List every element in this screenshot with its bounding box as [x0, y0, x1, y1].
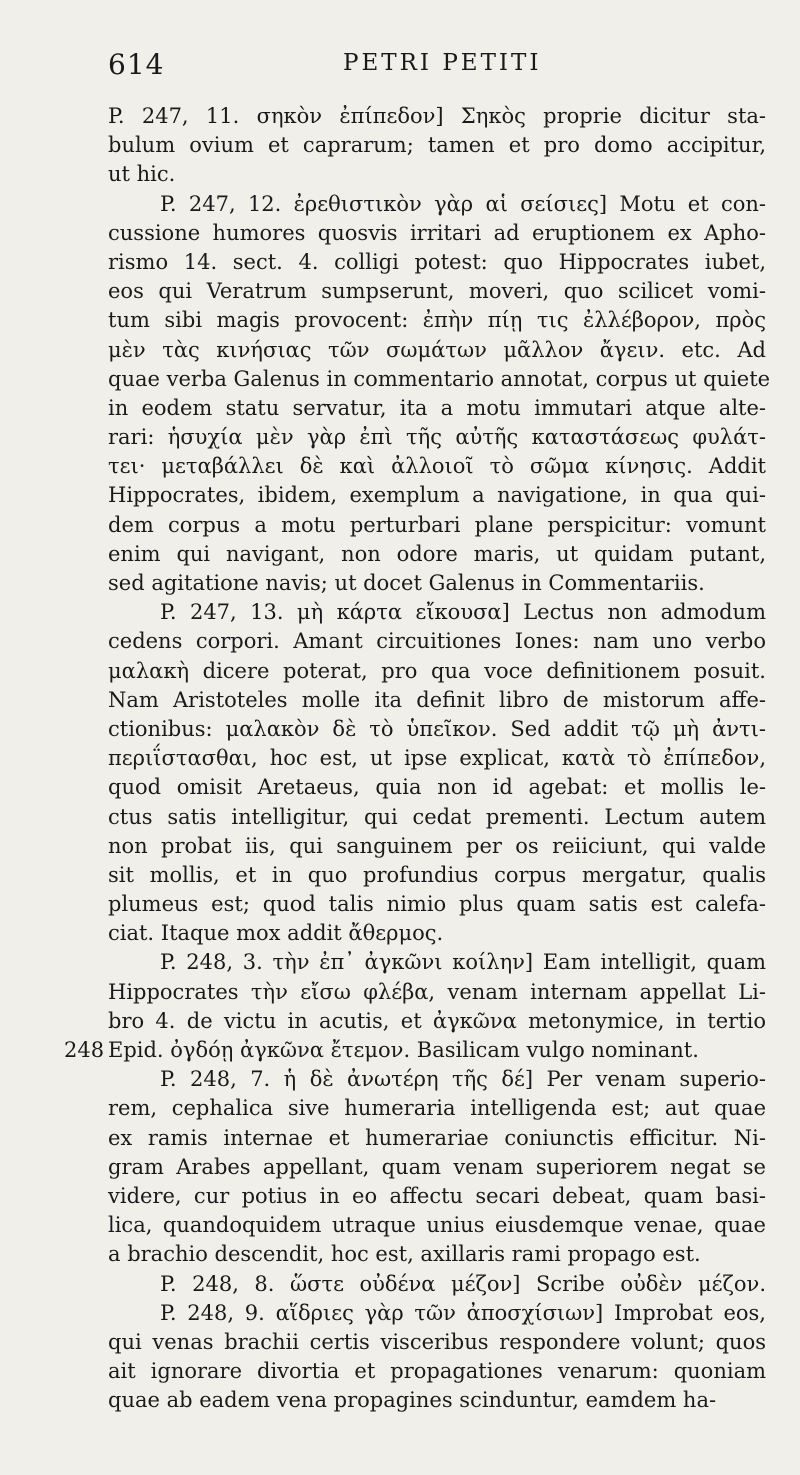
page-number: 614 [108, 48, 165, 81]
text-line: rem, cephalica sive humeraria intelligenda est; aut quae [108, 1096, 766, 1121]
text-line: tum sibi magis provocent: ἐπὴν πίῃ τις ἐλλέβορον, πρὸς [108, 308, 766, 333]
text-line: plumeus est; quod talis nimio plus quam satis est calefa- [108, 892, 766, 917]
page-header [108, 48, 770, 84]
text-line: a brachio descendit, hoc est, axillaris rami propago est. [108, 1242, 701, 1267]
text-line: ait ignorare divortia et propagationes venarum: quoniam [108, 1359, 766, 1384]
text-line: bulum ovium et caprarum; tamen et pro domo accipitur, [108, 133, 766, 158]
text-line: P. 247, 11. σηκὸν ἐπίπεδον] Σηκὸς proprie dicitur sta- [108, 104, 766, 128]
text-line: non probat iis, qui sanguinem per os reiiciunt, qui valde [108, 833, 766, 858]
text-line: ciat. Itaque mox addit ἄθερμος. [108, 921, 444, 946]
text-line: videre, cur potius in eo affectu secari debeat, quam basi- [108, 1183, 766, 1208]
text-line: μὲν τὰς κινήσιας τῶν σωμάτων μᾶλλον ἄγειν. etc. Ad [108, 337, 766, 362]
text-line: μαλακὴ dicere poterat, pro qua voce definitionem posuit. [108, 658, 766, 683]
text-line: rismo 14. sect. 4. colligi potest: quo Hippocrates iubet, [108, 249, 766, 274]
body-text [108, 102, 771, 1415]
running-head: PETRI PETITI [343, 50, 542, 76]
text-line: quae verba Galenus in commentario annotat, corpus ut quiete [108, 366, 771, 391]
text-line: P. 248, 3. τὴν ἐπ᾽ ἀγκῶνι κοίλην] Eam intelligit, quam [160, 950, 766, 975]
text-line: in eodem statu servatur, ita a motu immutari atque alte- [108, 395, 766, 420]
text-line: bro 4. de victu in acutis, et ἀγκῶνα metonymice, in tertio [108, 1008, 766, 1033]
text-line: qui venas brachii certis visceribus respondere volunt; quos [108, 1329, 766, 1354]
text-line: Nam Aristoteles molle ita definit libro de mistorum affe- [108, 687, 766, 712]
margin-note-page-reference: 248 [64, 1038, 105, 1063]
text-line: sit mollis, et in quo profundius corpus mergatur, qualis [108, 862, 766, 887]
text-line: P. 248, 7. ἡ δὲ ἀνωτέρη τῆς δέ] Per venam superio- [160, 1067, 766, 1092]
text-line: P. 248, 8. ὥστε οὐδένα μέζον] Scribe οὐδὲν μέζον. [160, 1271, 766, 1296]
text-line: dem corpus a motu perturbari plane perspicitur: vomunt [108, 512, 766, 537]
text-line: ctionibus: μαλακὸν δὲ τὸ ὑπεῖκον. Sed addit τῷ μὴ ἀντι- [108, 716, 766, 741]
text-line: gram Arabes appellant, quam venam superiorem negat se [108, 1154, 766, 1179]
text-line: ut hic. [108, 162, 176, 187]
text-line: περιΐστασθαι, hoc est, ut ipse explicat, κατὰ τὸ ἐπίπεδον, [108, 746, 766, 771]
text-line: cussione humores quosvis irritari ad eruptionem ex Apho- [108, 220, 766, 245]
text-line: eos qui Veratrum sumpserunt, moveri, quo scilicet vomi- [108, 279, 766, 304]
text-line: rari: ἡσυχία μὲν γὰρ ἐπὶ τῆς αὐτῆς καταστάσεως φυλάτ- [108, 425, 766, 450]
text-line: lica, quandoquidem utraque unius eiusdemque venae, quae [108, 1213, 766, 1238]
text-line: Hippocrates τὴν εἴσω φλέβα, venam internam appellat Li- [108, 979, 766, 1004]
text-line: quod omisit Aretaeus, quia non id agebat: et mollis le- [108, 775, 766, 800]
text-line: P. 247, 13. μὴ κάρτα εἴκουσα] Lectus non admodum [160, 600, 766, 625]
text-line: quae ab eadem vena propagines scinduntur, eamdem ha- [108, 1388, 717, 1413]
text-line: enim qui navigant, non odore maris, ut quidam putant, [108, 541, 766, 566]
text-line: P. 248, 9. αἵδριες γὰρ τῶν ἀποσχίσιων] Improbat eos, [160, 1300, 766, 1325]
text-line: ctus satis intelligitur, qui cedat prementi. Lectum autem [108, 804, 766, 829]
text-line: Hippocrates, ibidem, exemplum a navigatione, in qua qui- [108, 483, 766, 508]
text-line: P. 247, 12. ἐρεθιστικὸν γὰρ αἱ σείσιες] Motu et con- [160, 191, 766, 216]
text-line: cedens corpori. Amant circuitiones Iones: nam uno verbo [108, 629, 766, 654]
text-line: sed agitatione navis; ut docet Galenus in Commentariis. [108, 571, 705, 595]
text-line: Epid. ὀγδόῃ ἀγκῶνα ἔτεμον. Basilicam vulgo nominant. [108, 1038, 699, 1062]
text-line: ex ramis internae et humerariae coniunctis efficitur. Ni- [108, 1125, 766, 1150]
text-line: τει· μεταβάλλει δὲ καὶ ἀλλοιοῖ τὸ σῶμα κίνησις. Addit [108, 454, 766, 479]
